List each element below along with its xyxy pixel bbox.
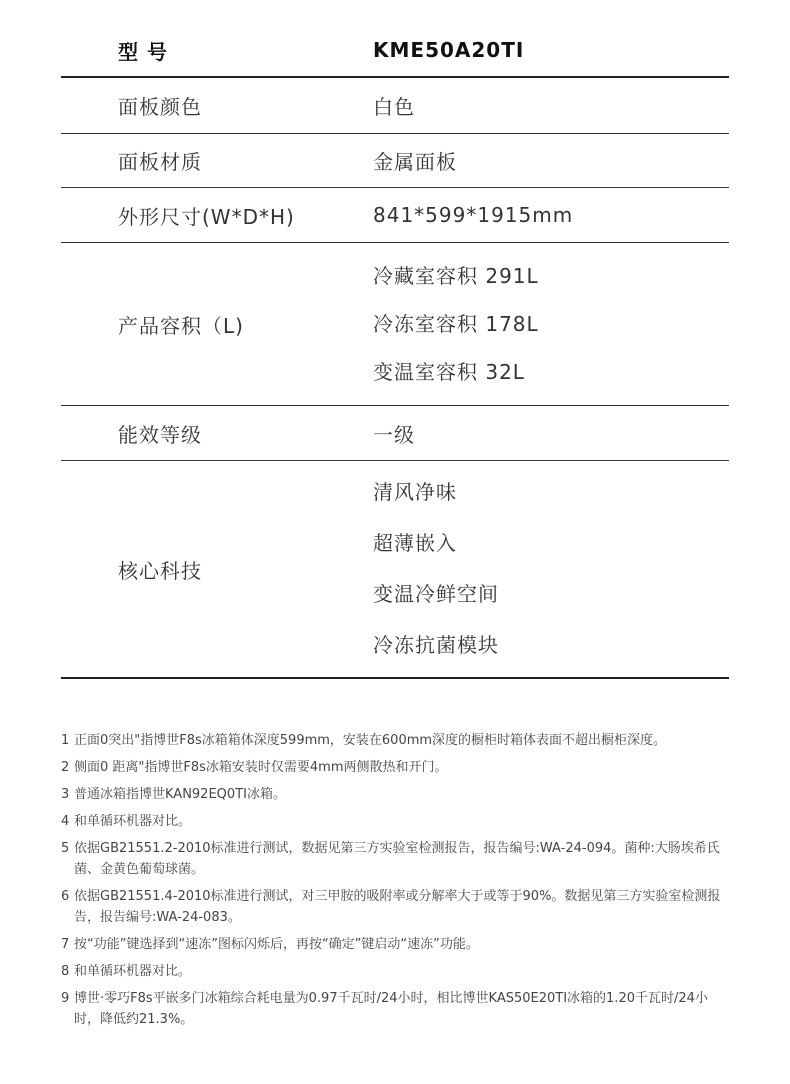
capacity-fridge: 冷藏室容积 291L: [373, 264, 539, 288]
model-label: 型 号: [118, 39, 168, 64]
footnote-number: 3: [61, 787, 70, 802]
spec-label: 外形尺寸(W*D*H): [118, 204, 295, 229]
footnote-text: 侧面0 距离"指博世F8s冰箱安装时仅需要4mm两侧散热和开门。: [74, 760, 448, 775]
spec-label: 产品容积（L): [118, 313, 244, 338]
tech-item: 超薄嵌入: [373, 531, 457, 555]
spec-value: 金属面板: [373, 150, 457, 174]
spec-row-core-tech: [61, 461, 729, 679]
footnote-text: 正面0突出"指博世F8s冰箱箱体深度599mm，安装在600mm深度的橱柜时箱体表面不超出橱柜深度。: [74, 733, 667, 748]
spec-value: 一级: [373, 422, 415, 447]
spec-row-panel-color: [61, 78, 729, 134]
spec-value: 841*599*1915mm: [373, 203, 574, 227]
spec-label: 面板颜色: [118, 95, 202, 119]
footnotes: [61, 730, 733, 1036]
footnote-text: 博世·零巧F8s平嵌多门冰箱综合耗电量为0.97千瓦时/24小时，相比博世KAS50E20TI冰箱的1.20千瓦时/24小时，降低约21.3%。: [74, 991, 708, 1027]
spec-label: 核心科技: [118, 558, 202, 583]
footnote-number: 8: [61, 964, 70, 979]
capacity-freezer: 冷冻室容积 178L: [373, 312, 539, 336]
tech-item: 变温冷鲜空间: [373, 582, 499, 606]
spec-row-dimensions: [61, 188, 729, 243]
footnote-text: 和单循环机器对比。: [74, 814, 192, 829]
footnote: [61, 811, 733, 832]
footnote: [61, 961, 733, 982]
spec-label: 能效等级: [118, 422, 202, 447]
footnote: [61, 730, 733, 751]
footnote: [61, 934, 733, 955]
footnote: [61, 886, 733, 928]
footnote-text: 普通冰箱指博世KAN92EQ0TI冰箱。: [74, 787, 286, 802]
footnote-number: 2: [61, 760, 70, 775]
footnote: [61, 757, 733, 778]
tech-item: 清风净味: [373, 480, 457, 504]
footnote-text: 按“功能”键选择到“速冻”图标闪烁后，再按“确定”键启动“速冻”功能。: [74, 937, 479, 952]
footnote-text: 依据GB21551.4-2010标准进行测试，对三甲胺的吸附率或分解率大于或等于90%。数据见第三方实验室检测报告，报告编号:WA-24-083。: [74, 889, 721, 925]
spec-row-energy-grade: [61, 406, 729, 461]
footnote-number: 6: [61, 889, 70, 904]
footnote: [61, 838, 733, 880]
footnote: [61, 988, 733, 1030]
spec-header-row: [61, 24, 729, 78]
spec-row-panel-material: [61, 134, 729, 188]
footnote-text: 依据GB21551.2-2010标准进行测试，数据见第三方实验室检测报告，报告编号:WA-24-094。菌种:大肠埃希氏菌、金黄色葡萄球菌。: [74, 841, 720, 877]
spec-value: 白色: [373, 95, 415, 119]
footnote-text: 和单循环机器对比。: [74, 964, 192, 979]
footnote-number: 9: [61, 991, 70, 1006]
footnote-number: 1: [61, 733, 70, 748]
spec-table: [61, 24, 729, 679]
spec-value-list: [373, 467, 729, 671]
footnote-number: 5: [61, 841, 70, 856]
capacity-variable: 变温室容积 32L: [373, 360, 525, 384]
spec-label: 面板材质: [118, 150, 202, 174]
model-value: KME50A20TI: [373, 38, 525, 62]
footnote: [61, 784, 733, 805]
footnote-number: 7: [61, 937, 70, 952]
footnote-number: 4: [61, 814, 70, 829]
tech-item: 冷冻抗菌模块: [373, 633, 499, 657]
spec-row-capacity: [61, 243, 729, 406]
spec-value-list: [373, 252, 729, 396]
